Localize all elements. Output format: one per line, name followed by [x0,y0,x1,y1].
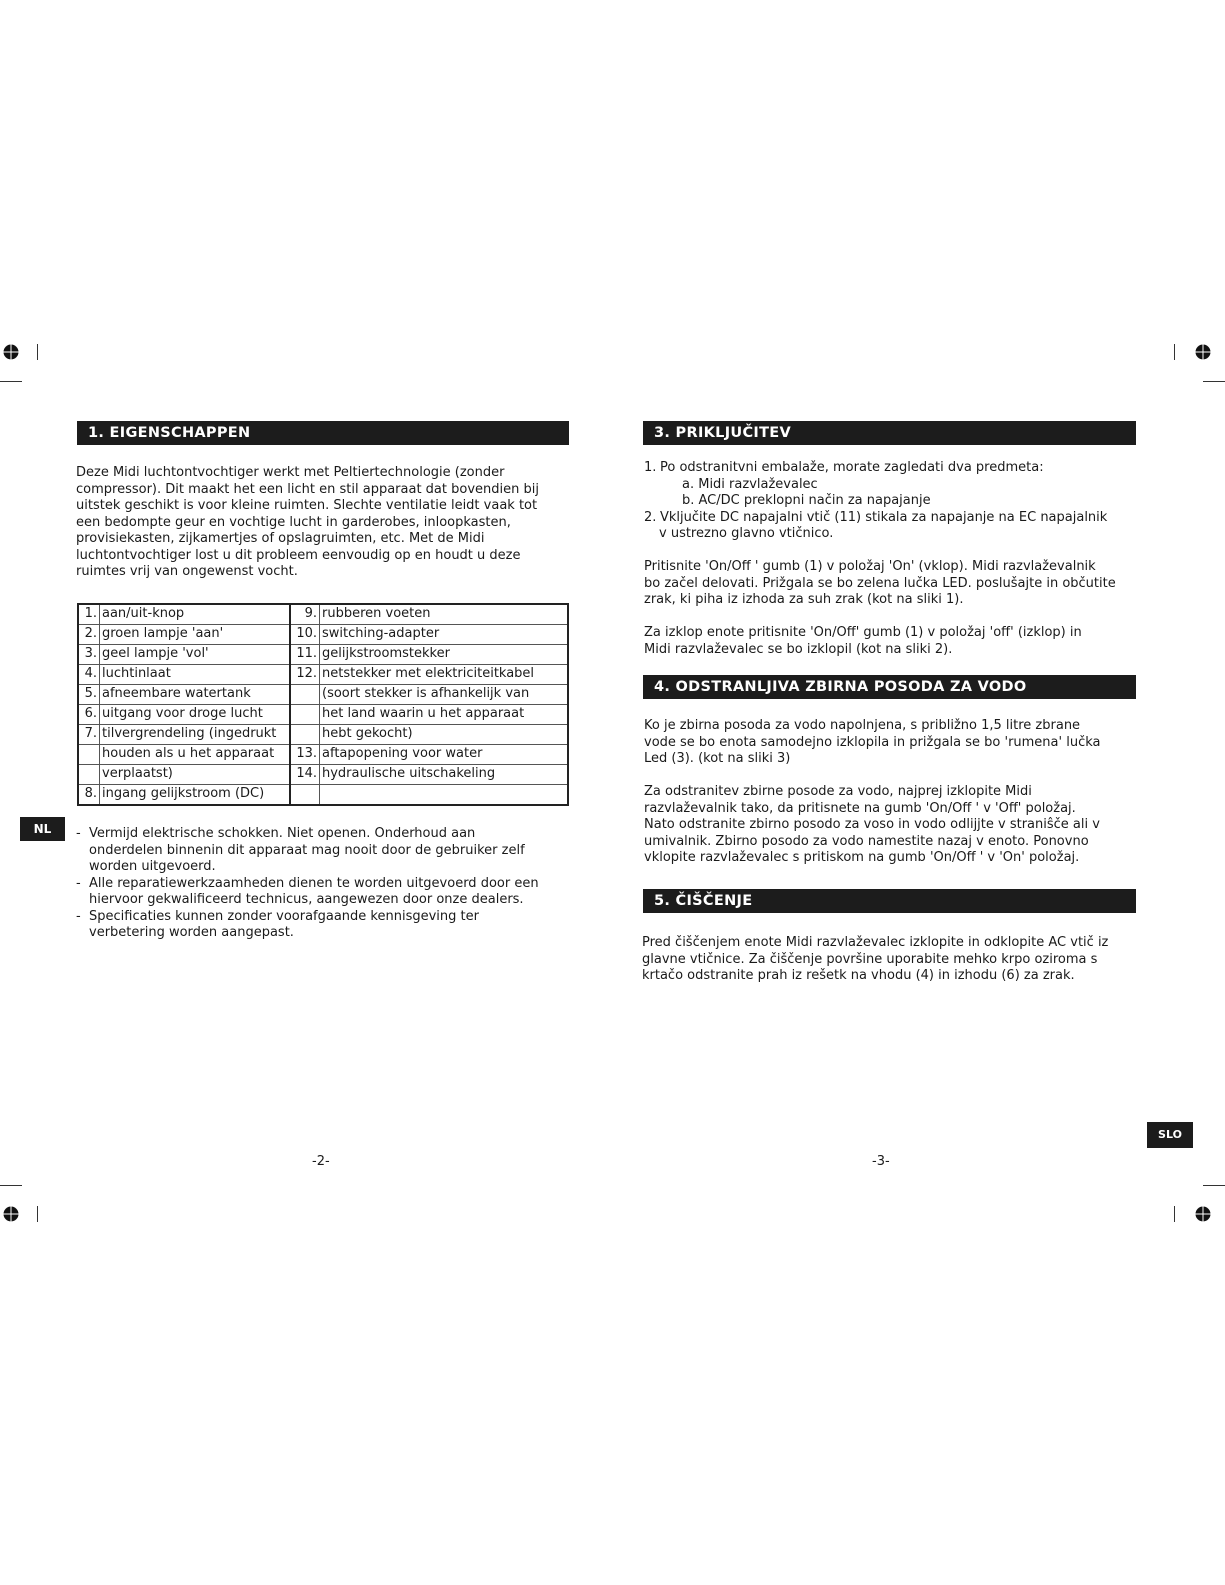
text-line: onderdelen binnenin dit apparaat mag nooit door de gebruiker zelf [89,842,525,858]
part-label: hebt gekocht) [320,725,569,745]
list-text: Vključite DC napajalni vtič (11) stikala za napajanje na EC napajalnik [660,509,1108,525]
table-row [78,685,568,705]
registration-mark-icon [1194,1205,1212,1223]
part-number: 11. [290,645,320,665]
text-line: Specificaties kunnen zonder voorafgaande kennisgeving ter [89,908,479,924]
part-label: rubberen voeten [320,604,569,625]
part-number: 7. [78,725,100,745]
language-tab-slo: SLO [1147,1122,1193,1148]
table-row [78,785,568,806]
section-heading-prikljucitev: 3. PRIKLJUČITEV [643,421,1136,445]
table-row [78,604,568,625]
part-label: netstekker met elektriciteitkabel [320,665,569,685]
crop-mark [37,1206,38,1222]
cleaning-paragraph [642,935,1139,985]
crop-mark [0,1185,22,1186]
part-number: 13. [290,745,320,765]
section-heading-ciscenje: 5. ČIŠČENJE [643,889,1136,913]
section-heading-eigenschappen: 1. EIGENSCHAPPEN [77,421,569,445]
warning-item [76,876,571,909]
text-line: worden uitgevoerd. [89,859,216,874]
list-text: Po odstranitvni embalaže, morate zagledati dva predmeta: [660,460,1044,475]
text-line: compressor). Dit maakt het een licht en stil apparaat dat bovendien bij [76,481,539,497]
part-label: (soort stekker is afhankelijk van [320,685,569,705]
part-number: 5. [78,685,100,705]
part-number: 3. [78,645,100,665]
text-line: Led (3). (kot na sliki 3) [644,751,791,766]
switch-off-paragraph [644,625,1139,658]
part-label: afneembare watertank [100,685,291,705]
text-line: verbetering worden aangepast. [89,925,294,940]
table-row [78,725,568,745]
text-line: hiervoor gekwalificeerd technicus, aangewezen door onze dealers. [89,892,524,907]
bullet-dash: - [76,875,81,891]
text-line: ruimtes vrij van ongewenst vocht. [76,564,298,579]
bullet-dash: - [76,908,81,924]
text-line: Za izklop enote pritisnite 'On/Off' gumb (1) v položaj 'off' (izklop) in [644,625,1082,640]
part-label: hydraulische uitschakeling [320,765,569,785]
part-label: verplaatst) [100,765,291,785]
part-number: 2. [78,625,100,645]
text-line: Pritisnite 'On/Off ' gumb (1) v položaj 'On' (vklop). Midi razvlaževalnik [644,559,1096,574]
part-number: 14. [290,765,320,785]
text-line: umivalnik. Zbirno posodo za vodo namestite nazaj v enoto. Ponovno [644,833,1089,849]
registration-mark-icon [2,343,20,361]
part-number [290,785,320,806]
language-tab-nl: NL [20,817,65,841]
text-line: provisiekasten, zijkamertjes of opslagruimten, etc. Met de Midi [76,531,485,546]
crop-mark [1174,1206,1175,1222]
part-number: 4. [78,665,100,685]
text-line: bo začel delovati. Prižgala se bo zelena lučka LED. poslušajte in občutite [644,575,1116,591]
part-label: switching-adapter [320,625,569,645]
table-row [78,645,568,665]
registration-mark-icon [1194,343,1212,361]
page-number-right: -3- [872,1154,890,1169]
intro-paragraph [76,465,571,581]
part-label: aftapopening voor water [320,745,569,765]
text-line: vode se bo enota samodejno izklopila in prižgala se bo 'rumena' lučka [644,734,1101,750]
text-line: Za odstranitev zbirne posode za vodo, najprej izklopite Midi [644,784,1032,799]
connection-list [644,460,1139,543]
text-line: Midi razvlaževalec se bo izklopil (kot na sliki 2). [644,641,953,657]
part-number [290,685,320,705]
part-number: 1. [78,604,100,625]
onoff-paragraph [644,559,1139,609]
crop-mark [0,381,22,382]
tank-full-paragraph [644,718,1139,768]
part-number: 9. [290,604,320,625]
part-number: 6. [78,705,100,725]
part-number [290,725,320,745]
text-line: vklopite razvlaževalec s pritiskom na gumb 'On/Off ' v 'On' položaj. [644,850,1080,865]
part-label: houden als u het apparaat [100,745,291,765]
list-item [644,510,1139,527]
tank-removal-paragraph [644,784,1139,867]
text-line: Vermijd elektrische schokken. Niet openen. Onderhoud aan [89,826,476,841]
part-number: 12. [290,665,320,685]
part-label: geel lampje 'vol' [100,645,291,665]
text-line: Pred čiščenjem enote Midi razvlaževalec izklopite in odklopite AC vtič iz [642,935,1109,950]
list-subitem: a. Midi razvlaževalec [682,476,818,492]
part-label [320,785,569,806]
text-line: zrak, ki piha iz izhoda za suh zrak (kot na sliki 1). [644,592,964,607]
warning-item [76,826,571,876]
text-line: Deze Midi luchtontvochtiger werkt met Peltiertechnologie (zonder [76,465,505,480]
bullet-dash: - [76,826,81,841]
part-number: 8. [78,785,100,806]
crop-mark [1203,381,1225,382]
list-continuation: v ustrezno glavno vtičnico. [659,526,834,541]
table-row [78,625,568,645]
parts-table-body [78,604,568,805]
crop-mark [1203,1185,1225,1186]
text-line: razvlaževalnik tako, da pritisnete na gumb 'On/Off ' v 'Off' položaj. [644,800,1076,816]
part-label: tilvergrendeling (ingedrukt [100,725,291,745]
part-label: luchtinlaat [100,665,291,685]
warning-item [76,909,571,942]
section-heading-water-tank: 4. ODSTRANLJIVA ZBIRNA POSODA ZA VODO [643,675,1136,699]
table-row [78,765,568,785]
crop-mark [1174,344,1175,360]
part-label: ingang gelijkstroom (DC) [100,785,291,806]
part-label: uitgang voor droge lucht [100,705,291,725]
text-line: krtačo odstranite prah iz rešetk na vhodu (4) in izhodu (6) za zrak. [642,968,1075,983]
list-item [644,460,1139,477]
page-number-left: -2- [312,1154,330,1169]
text-line: Alle reparatiewerkzaamheden dienen te worden uitgevoerd door een [89,875,539,891]
part-label: aan/uit-knop [100,604,291,625]
table-row [78,705,568,725]
text-line: luchtontvochtiger lost u dit probleem eenvoudig op en houdt u deze [76,547,521,563]
list-number: 2. [644,509,657,525]
part-number [78,745,100,765]
text-line: een bedompte geur en vochtige lucht in garderobes, inloopkasten, [76,514,511,530]
warnings-list [76,826,571,942]
list-number: 1. [644,460,657,475]
table-row [78,745,568,765]
crop-mark [37,344,38,360]
parts-table [77,603,569,806]
part-label: gelijkstroomstekker [320,645,569,665]
text-line: Nato odstranite zbirno posodo za voso in vodo odlijjte v straniŝče ali v [644,817,1100,832]
part-number [290,705,320,725]
part-number: 10. [290,625,320,645]
part-number [78,765,100,785]
table-row [78,665,568,685]
registration-mark-icon [2,1205,20,1223]
text-line: glavne vtičnice. Za čiščenje površine uporabite mehko krpo oziroma s [642,951,1098,967]
part-label: het land waarin u het apparaat [320,705,569,725]
text-line: Ko je zbirna posoda za vodo napolnjena, s približno 1,5 litre zbrane [644,718,1081,733]
part-label: groen lampje 'aan' [100,625,291,645]
list-subitem: b. AC/DC preklopni način za napajanje [682,493,931,508]
text-line: uitstek geschikt is voor kleine ruimten. Slechte ventilatie leidt vaak tot [76,498,538,513]
